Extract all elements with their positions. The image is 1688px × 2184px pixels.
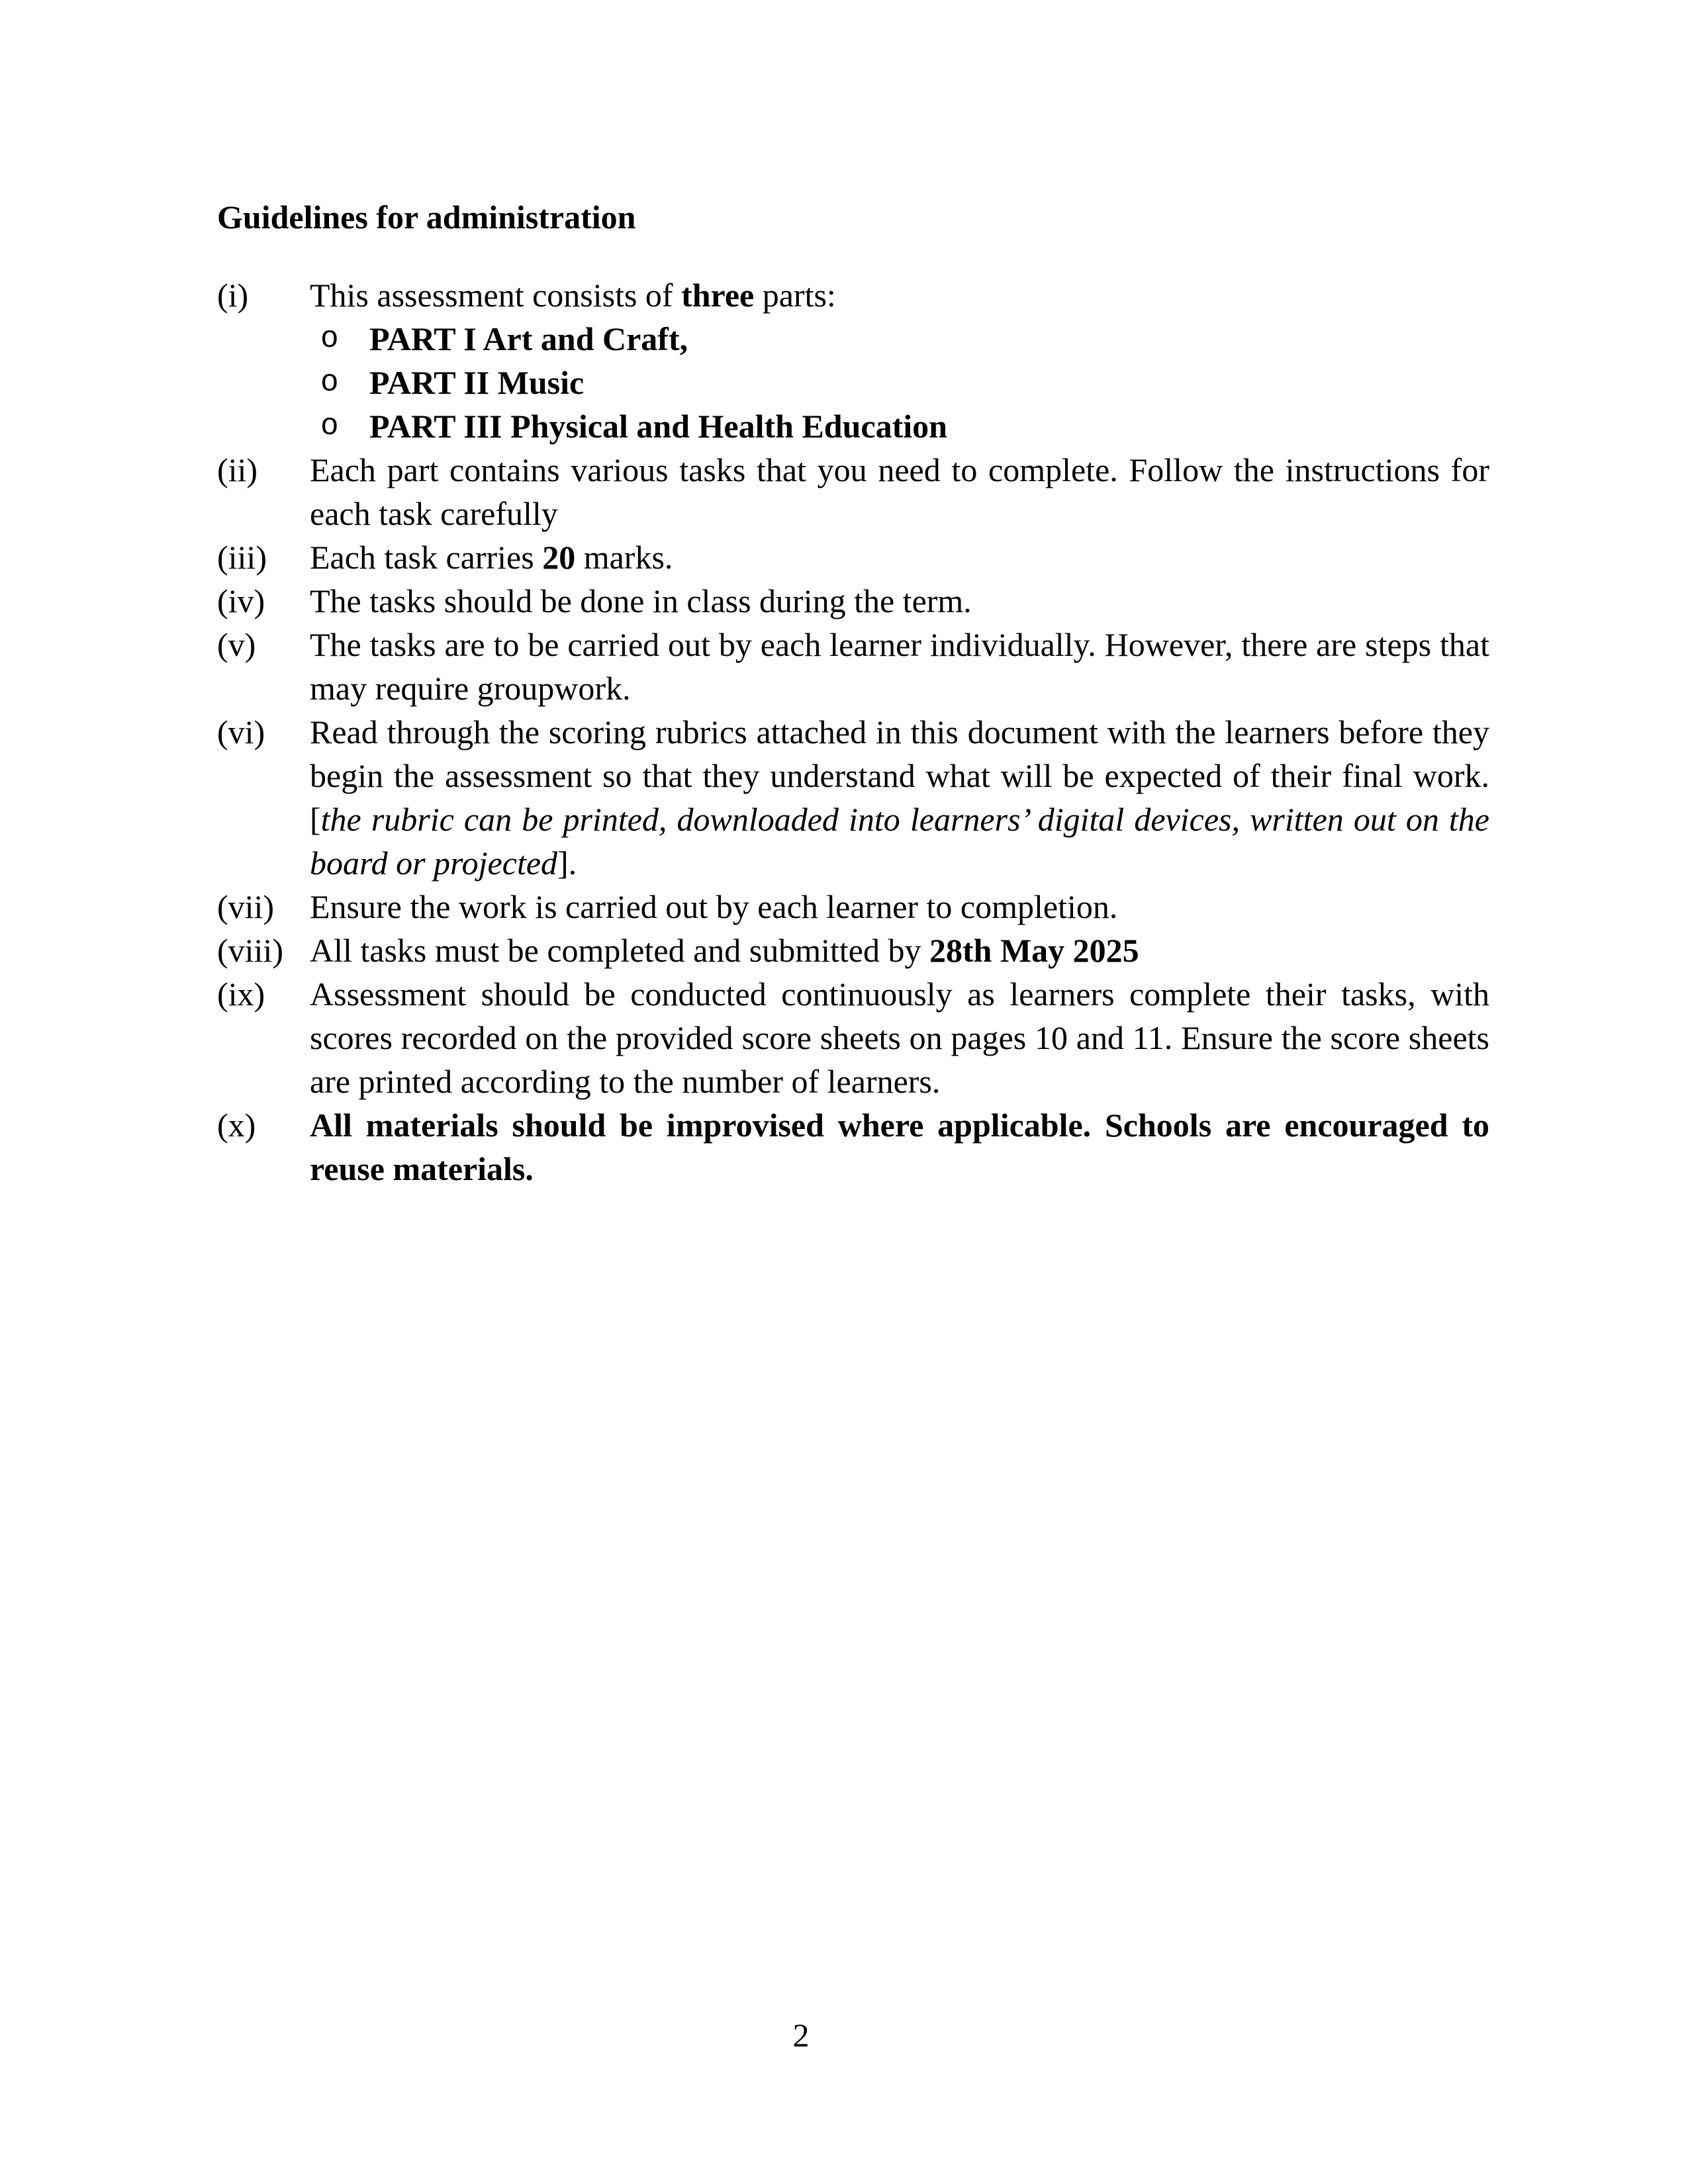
item-number: (ix) — [217, 976, 265, 1013]
circle-bullet-icon: o — [320, 365, 339, 400]
text-segment: Each task carries — [310, 539, 543, 576]
bullet-text: PART III Physical and Health Education — [369, 408, 947, 445]
guideline-item-i — [217, 273, 1489, 448]
item-text — [310, 273, 1489, 448]
bullet-item-part-1 — [310, 317, 1489, 361]
guideline-item-iv — [217, 579, 1489, 623]
text-segment: Each part contains various tasks that you need to complete. Follow the instructions for each task carefully — [310, 451, 1489, 532]
text-segment-bold: 28th May 2025 — [929, 932, 1139, 969]
guideline-item-v — [217, 623, 1489, 710]
guideline-item-viii — [217, 929, 1489, 972]
text-segment: This assessment consists of — [310, 277, 682, 314]
guideline-item-vi — [217, 710, 1489, 885]
page-title: Guidelines for administration — [217, 199, 636, 236]
page-number: 2 — [792, 2017, 810, 2054]
parts-bullet-list — [310, 317, 1489, 448]
item-text — [310, 448, 1489, 535]
bullet-item-part-2 — [310, 361, 1489, 404]
text-segment: Ensure the work is carried out by each learner to completion. — [310, 888, 1118, 925]
item-text — [310, 929, 1489, 972]
text-segment-bold: three — [681, 277, 755, 314]
bullet-text: PART I Art and Craft, — [369, 320, 688, 357]
text-segment: ]. — [557, 844, 577, 882]
bullet-item-part-3 — [310, 404, 1489, 448]
text-segment-italic: the rubric can be printed, downloaded into learners’ digital devices, written out on the board or projected — [310, 801, 1489, 882]
item-number: (vii) — [217, 888, 275, 925]
item-text — [310, 535, 1489, 579]
item-text — [310, 623, 1489, 710]
text-segment: The tasks should be done in class during the term. — [310, 582, 972, 619]
text-segment-bold: All materials should be improvised where applicable. Schools are encouraged to reuse materials. — [310, 1107, 1489, 1187]
item-number: (i) — [217, 277, 249, 314]
guideline-item-iii — [217, 535, 1489, 579]
text-segment: All tasks must be completed and submitted by — [310, 932, 929, 969]
item-text — [310, 972, 1489, 1103]
text-segment: marks. — [575, 539, 673, 576]
text-segment: parts: — [754, 277, 836, 314]
guideline-item-x — [217, 1103, 1489, 1191]
guideline-item-ii — [217, 448, 1489, 535]
item-text — [310, 710, 1489, 885]
circle-bullet-icon: o — [320, 322, 339, 356]
text-segment-bold: 20 — [542, 539, 576, 576]
circle-bullet-icon: o — [320, 409, 339, 443]
text-segment: The tasks are to be carried out by each learner individually. However, there are steps that may require groupwork. — [310, 626, 1489, 707]
guidelines-list — [217, 273, 1489, 1191]
guideline-item-ix — [217, 972, 1489, 1103]
item-number: (v) — [217, 626, 256, 663]
item-number: (viii) — [217, 932, 283, 969]
item-text — [310, 579, 1489, 623]
guideline-item-vii — [217, 885, 1489, 929]
item-number: (ii) — [217, 451, 258, 488]
item-number: (x) — [217, 1107, 256, 1144]
text-segment: Assessment should be conducted continuously as learners complete their tasks, with scores recorded on the provided score sheets on pages 10 and 11. Ensure the score sheets are printed according to the number of learners. — [310, 976, 1489, 1100]
item-number: (iv) — [217, 582, 265, 619]
item-text — [310, 885, 1489, 929]
item-number: (vi) — [217, 713, 265, 751]
bullet-text: PART II Music — [369, 364, 585, 401]
item-number: (iii) — [217, 539, 267, 576]
item-text — [310, 1103, 1489, 1191]
text-segment: Read through the scoring rubrics attached in this document with the learners before they begin the assessment so that they understand what will be expected of their final work. [ — [310, 713, 1489, 838]
